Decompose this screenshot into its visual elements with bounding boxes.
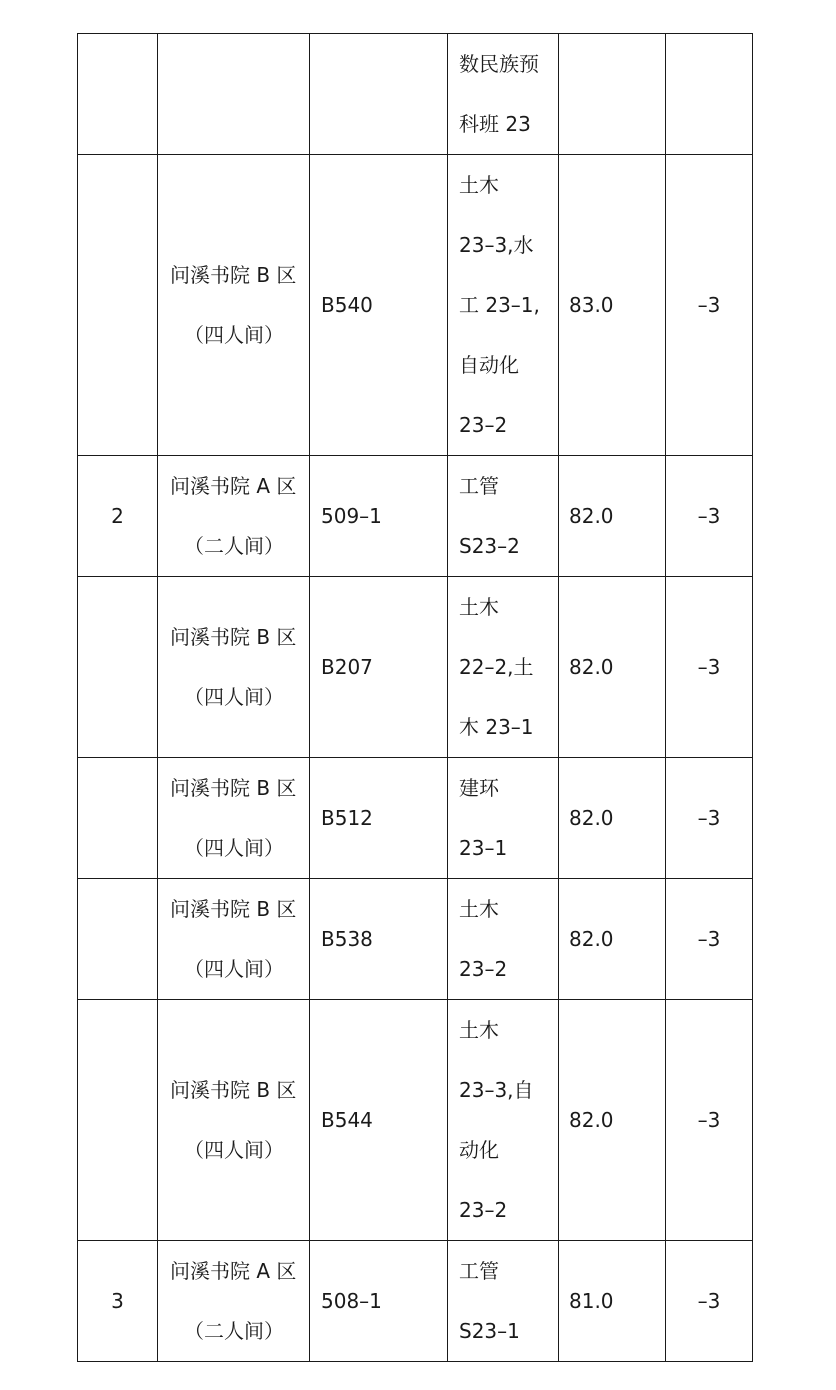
building-name: 问溪书院 B 区 xyxy=(170,776,297,800)
table-row xyxy=(78,155,753,456)
score-cell: 82.0 xyxy=(559,1000,666,1241)
class-line: 23–3,自 xyxy=(459,1078,534,1102)
class-line: 工管 xyxy=(459,474,499,498)
diff-cell: –3 xyxy=(666,155,753,456)
score-cell xyxy=(559,34,666,155)
rank-cell xyxy=(78,577,158,758)
rank-cell xyxy=(78,758,158,879)
class-cell xyxy=(448,456,559,577)
building-name: 问溪书院 B 区 xyxy=(170,263,297,287)
class-cell xyxy=(448,155,559,456)
rank-cell: 2 xyxy=(78,456,158,577)
diff-cell xyxy=(666,34,753,155)
building-cell xyxy=(158,1000,310,1241)
score-cell: 82.0 xyxy=(559,577,666,758)
building-cell xyxy=(158,34,310,155)
table-row xyxy=(78,1000,753,1241)
class-line: 建环 xyxy=(459,776,499,800)
class-line: S23–2 xyxy=(459,534,520,558)
building-name: 问溪书院 A 区 xyxy=(170,1259,297,1283)
room-type: （四人间） xyxy=(184,685,284,709)
room-cell: B544 xyxy=(310,1000,448,1241)
class-cell xyxy=(448,34,559,155)
diff-cell: –3 xyxy=(666,879,753,1000)
score-cell: 83.0 xyxy=(559,155,666,456)
building-name: 问溪书院 B 区 xyxy=(170,897,297,921)
class-line: 木 23–1 xyxy=(459,715,534,739)
table-row xyxy=(78,879,753,1000)
class-line: 23–3,水 xyxy=(459,233,534,257)
class-line: 动化 xyxy=(459,1138,499,1162)
room-type: （二人间） xyxy=(184,1319,284,1343)
diff-cell: –3 xyxy=(666,456,753,577)
class-cell xyxy=(448,1241,559,1362)
score-cell: 82.0 xyxy=(559,879,666,1000)
class-cell xyxy=(448,758,559,879)
class-cell xyxy=(448,1000,559,1241)
class-line: 数民族预 xyxy=(459,52,539,76)
table-row xyxy=(78,758,753,879)
table-row xyxy=(78,577,753,758)
class-line: 工 23–1, xyxy=(459,293,540,317)
class-line: 23–2 xyxy=(459,1198,508,1222)
class-line: S23–1 xyxy=(459,1319,520,1343)
room-type: （四人间） xyxy=(184,957,284,981)
room-cell: 509–1 xyxy=(310,456,448,577)
building-cell xyxy=(158,1241,310,1362)
class-cell xyxy=(448,577,559,758)
rank-cell xyxy=(78,1000,158,1241)
class-line: 工管 xyxy=(459,1259,499,1283)
class-line: 土木 xyxy=(459,897,499,921)
diff-cell: –3 xyxy=(666,1000,753,1241)
diff-cell: –3 xyxy=(666,758,753,879)
rank-cell xyxy=(78,34,158,155)
building-cell xyxy=(158,456,310,577)
class-line: 土木 xyxy=(459,1018,499,1042)
class-line: 23–1 xyxy=(459,836,508,860)
room-type: （四人间） xyxy=(184,836,284,860)
diff-cell: –3 xyxy=(666,1241,753,1362)
building-cell xyxy=(158,879,310,1000)
building-cell xyxy=(158,155,310,456)
room-type: （二人间） xyxy=(184,534,284,558)
building-name: 问溪书院 B 区 xyxy=(170,625,297,649)
room-cell: B512 xyxy=(310,758,448,879)
dormitory-score-table xyxy=(77,33,753,1362)
score-cell: 82.0 xyxy=(559,456,666,577)
class-line: 23–2 xyxy=(459,957,508,981)
class-line: 22–2,土 xyxy=(459,655,534,679)
room-cell: B207 xyxy=(310,577,448,758)
room-cell: B538 xyxy=(310,879,448,1000)
score-cell: 81.0 xyxy=(559,1241,666,1362)
room-cell xyxy=(310,34,448,155)
building-name: 问溪书院 B 区 xyxy=(170,1078,297,1102)
class-line: 土木 xyxy=(459,173,499,197)
table-row xyxy=(78,34,753,155)
class-cell xyxy=(448,879,559,1000)
room-cell: 508–1 xyxy=(310,1241,448,1362)
rank-cell xyxy=(78,155,158,456)
rank-cell: 3 xyxy=(78,1241,158,1362)
building-cell xyxy=(158,758,310,879)
class-line: 科班 23 xyxy=(459,112,531,136)
room-cell: B540 xyxy=(310,155,448,456)
building-cell xyxy=(158,577,310,758)
rank-cell xyxy=(78,879,158,1000)
diff-cell: –3 xyxy=(666,577,753,758)
score-cell: 82.0 xyxy=(559,758,666,879)
class-line: 土木 xyxy=(459,595,499,619)
table-row xyxy=(78,1241,753,1362)
room-type: （四人间） xyxy=(184,1138,284,1162)
room-type: （四人间） xyxy=(184,323,284,347)
class-line: 23–2 xyxy=(459,413,508,437)
class-line: 自动化 xyxy=(459,353,519,377)
table-row xyxy=(78,456,753,577)
building-name: 问溪书院 A 区 xyxy=(170,474,297,498)
